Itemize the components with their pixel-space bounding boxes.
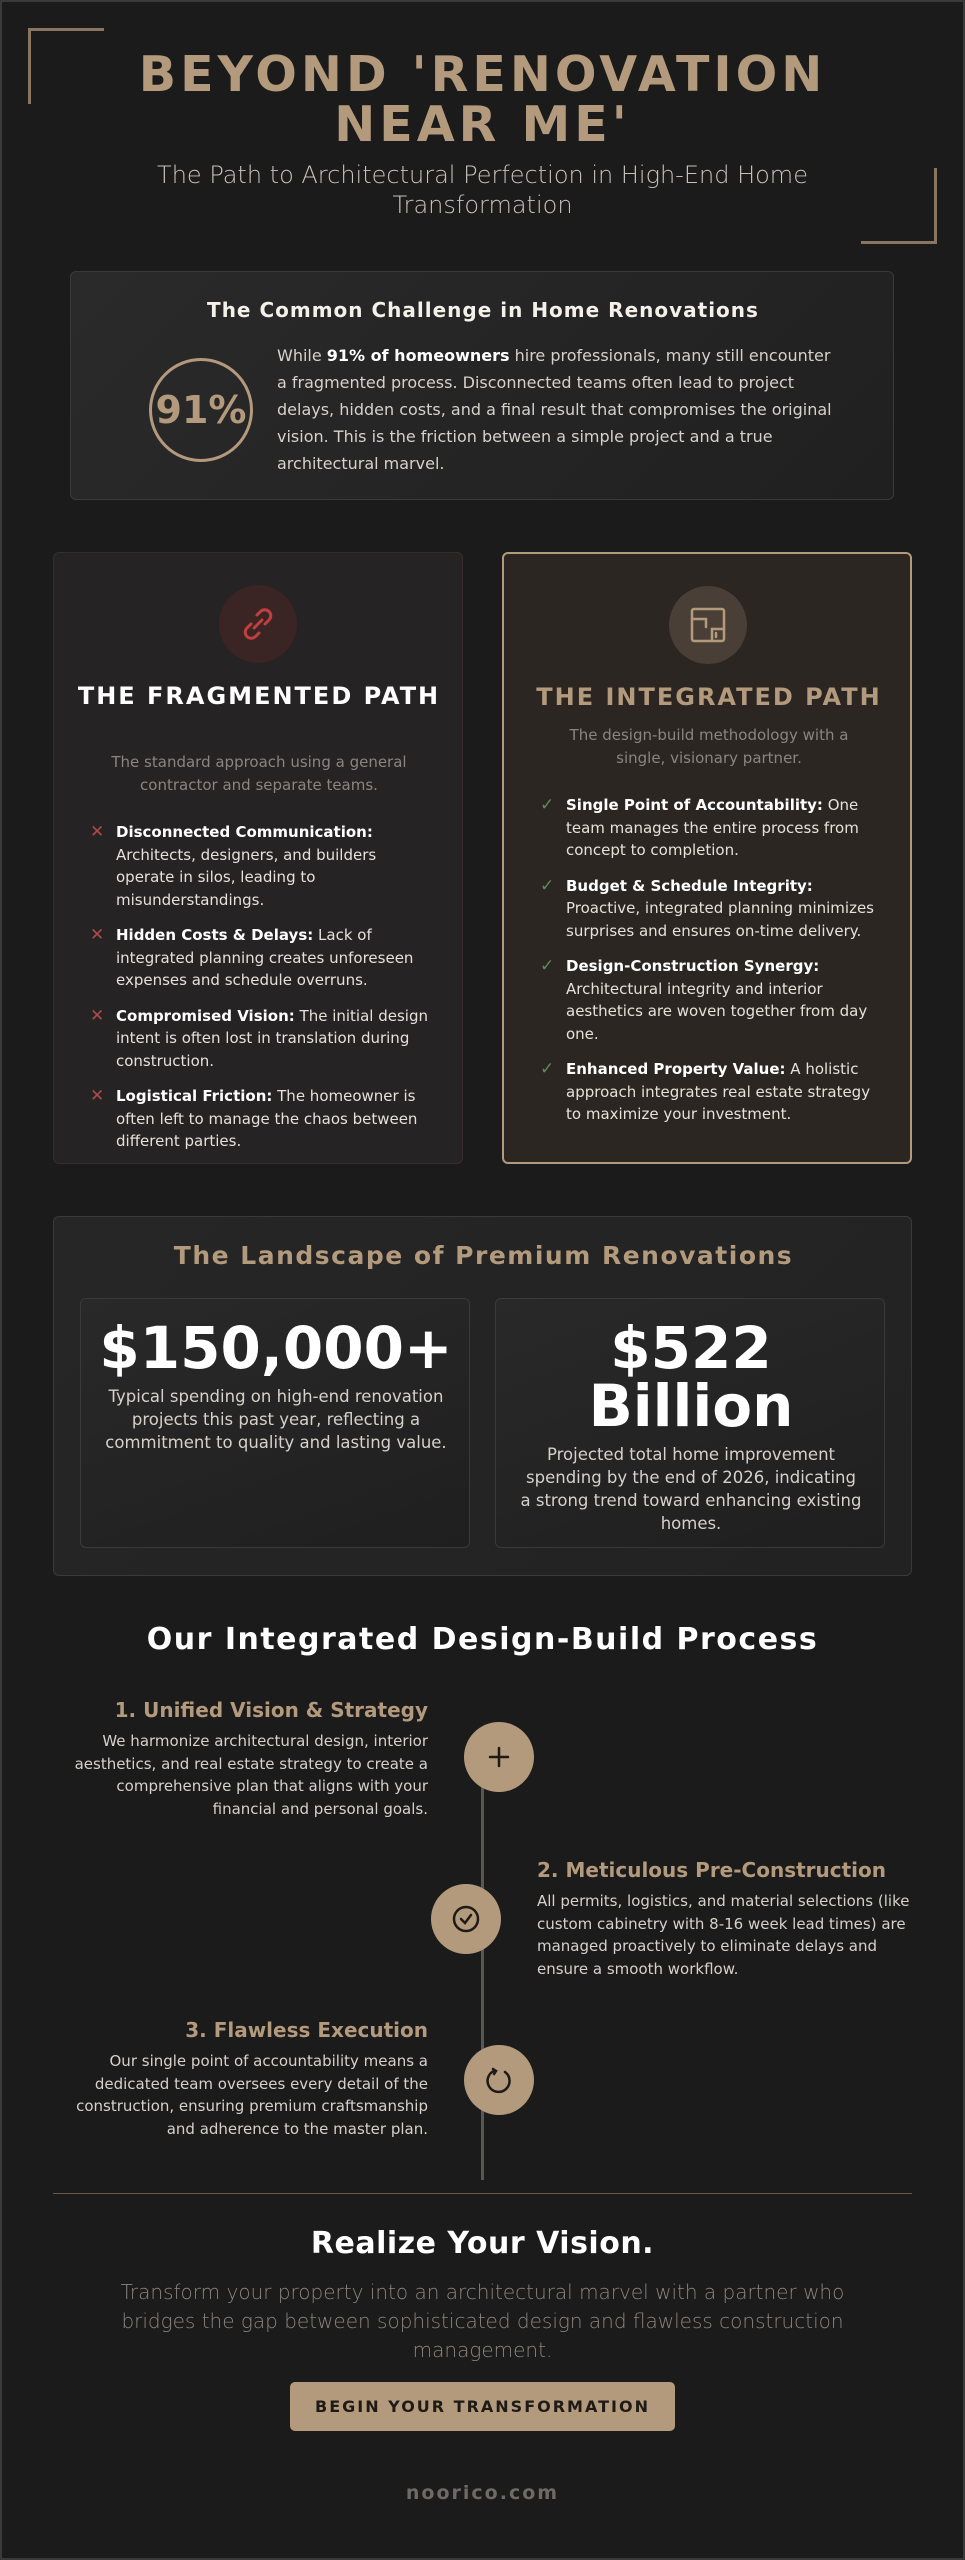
check-icon: ✓ [540, 795, 555, 815]
circle-arrow-icon [464, 2045, 534, 2115]
stat-card-spending [80, 1298, 470, 1548]
list-item-title: Compromised Vision: [116, 1006, 295, 1025]
landscape-title: The Landscape of Premium Renovations [173, 1241, 794, 1270]
stat-description: Typical spending on high-end renovation projects this past year, reflecting a commitment to quality and lasting value. [105, 1387, 447, 1452]
stat-card-projection [495, 1298, 885, 1548]
list-item [534, 1058, 884, 1126]
step-2-text: All permits, logistics, and material selections (like custom cabinetry with 8-16 week lead times) are managed proactively to eliminate delays and ensure a smooth workflow. [537, 1892, 910, 1978]
landscape-panel [53, 1216, 912, 1576]
hero-subtitle: The Path to Architectural Perfection in High-End Home Transformation [157, 161, 808, 219]
challenge-text-highlight: 91% of homeowners [326, 346, 510, 365]
stat-value: $150,000+ [99, 1314, 453, 1382]
stat-value: $522 Billion [588, 1314, 794, 1440]
list-item [84, 821, 434, 911]
list-item-text: The initial design intent is often lost in translation during construction. [116, 1006, 428, 1070]
hero-title: BEYOND 'RENOVATION NEAR ME' [138, 46, 827, 153]
plus-icon [464, 1722, 534, 1792]
fragmented-path-card [53, 552, 463, 1164]
integrated-path-list [534, 794, 884, 1139]
list-item [534, 875, 884, 943]
list-item-text: Proactive, integrated planning minimizes surprises and ensures on-time delivery. [566, 899, 874, 940]
list-item [84, 924, 434, 992]
list-item [84, 1005, 434, 1073]
check-icon: ✓ [540, 1059, 555, 1079]
challenge-title: The Common Challenge in Home Renovations [207, 298, 759, 322]
challenge-panel [70, 271, 894, 500]
cross-icon: ✕ [90, 1086, 105, 1106]
check-icon: ✓ [540, 875, 555, 896]
stat-description: Projected total home improvement spending by the end of 2026, indicating a strong trend toward enhancing existing homes. [520, 1445, 862, 1533]
list-item-title: Enhanced Property Value: [566, 1060, 786, 1078]
challenge-text-body: hire professionals, many still encounter a fragmented process. Disconnected teams often lead to project delays, hidden costs, and a final result that compromises the original vision. This is the friction between a simple project and a true architectural marvel. [277, 346, 832, 473]
challenge-stat-circle: 91% [149, 358, 253, 462]
integrated-path-card [502, 552, 912, 1164]
check-circle-icon [431, 1884, 501, 1954]
list-item [84, 1085, 434, 1153]
cross-icon: ✕ [90, 925, 105, 945]
cross-icon: ✕ [90, 822, 105, 842]
fragmented-path-title: THE FRAGMENTED PATH [77, 682, 441, 710]
list-item-title: Single Point of Accountability: [566, 796, 823, 814]
step-3-title: 3. Flawless Execution [185, 2018, 428, 2042]
step-2-title: 2. Meticulous Pre-Construction [537, 1858, 887, 1882]
timeline-line [481, 1760, 484, 2180]
process-title: Our Integrated Design-Build Process [146, 1622, 819, 1657]
cta-title: Realize Your Vision. [310, 2226, 655, 2261]
fragmented-path-list [84, 821, 434, 1166]
list-item-title: Design-Construction Synergy: [566, 957, 820, 975]
integrated-path-title: THE INTEGRATED PATH [536, 683, 882, 711]
challenge-text [277, 342, 837, 477]
step-3-text: Our single point of accountability means a dedicated team oversees every detail of the construction, ensuring premium craftsmanship and adherence to the master plan. [76, 2052, 428, 2138]
list-item-title: Disconnected Communication: [116, 823, 373, 841]
fragmented-path-description: The standard approach using a general contractor and separate teams. [111, 753, 407, 794]
list-item-text: Architectural integrity and interior aesthetics are woven together from day one. [566, 979, 868, 1043]
step-1-text: We harmonize architectural design, interior aesthetics, and real estate strategy to create a comprehensive plan that aligns with your financial and personal goals. [74, 1732, 428, 1818]
list-item-title: Budget & Schedule Integrity: [566, 876, 813, 895]
list-item [534, 794, 884, 862]
list-item-title: Hidden Costs & Delays: [116, 926, 314, 944]
challenge-text-lead: While [277, 346, 327, 365]
blueprint-icon [669, 586, 747, 664]
integrated-path-description: The design-build methodology with a single, visionary partner. [569, 726, 849, 767]
section-divider [53, 2193, 912, 2194]
list-item-text: A holistic approach integrates real estate strategy to maximize your investment. [566, 1060, 871, 1123]
begin-transformation-button[interactable]: BEGIN YOUR TRANSFORMATION [290, 2382, 675, 2431]
list-item [534, 955, 884, 1045]
list-item-title: Logistical Friction: [116, 1087, 273, 1105]
cross-icon: ✕ [90, 1005, 105, 1026]
list-item-text: Lack of integrated planning creates unforeseen expenses and schedule overruns. [116, 926, 414, 989]
list-item-text: The homeowner is often left to manage the chaos between different parties. [116, 1087, 418, 1150]
cta-text: Transform your property into an architectural marvel with a partner who bridges the gap between sophisticated design and flawless construction management. [120, 2280, 845, 2362]
check-icon: ✓ [540, 956, 555, 976]
list-item-text: Architects, designers, and builders operate in silos, leading to misunderstandings. [116, 845, 377, 909]
list-item-text: One team manages the entire process from concept to completion. [566, 796, 859, 859]
footer-brand: noorico.com [405, 2482, 560, 2504]
step-1-title: 1. Unified Vision & Strategy [114, 1698, 428, 1722]
broken-link-icon [219, 585, 297, 663]
